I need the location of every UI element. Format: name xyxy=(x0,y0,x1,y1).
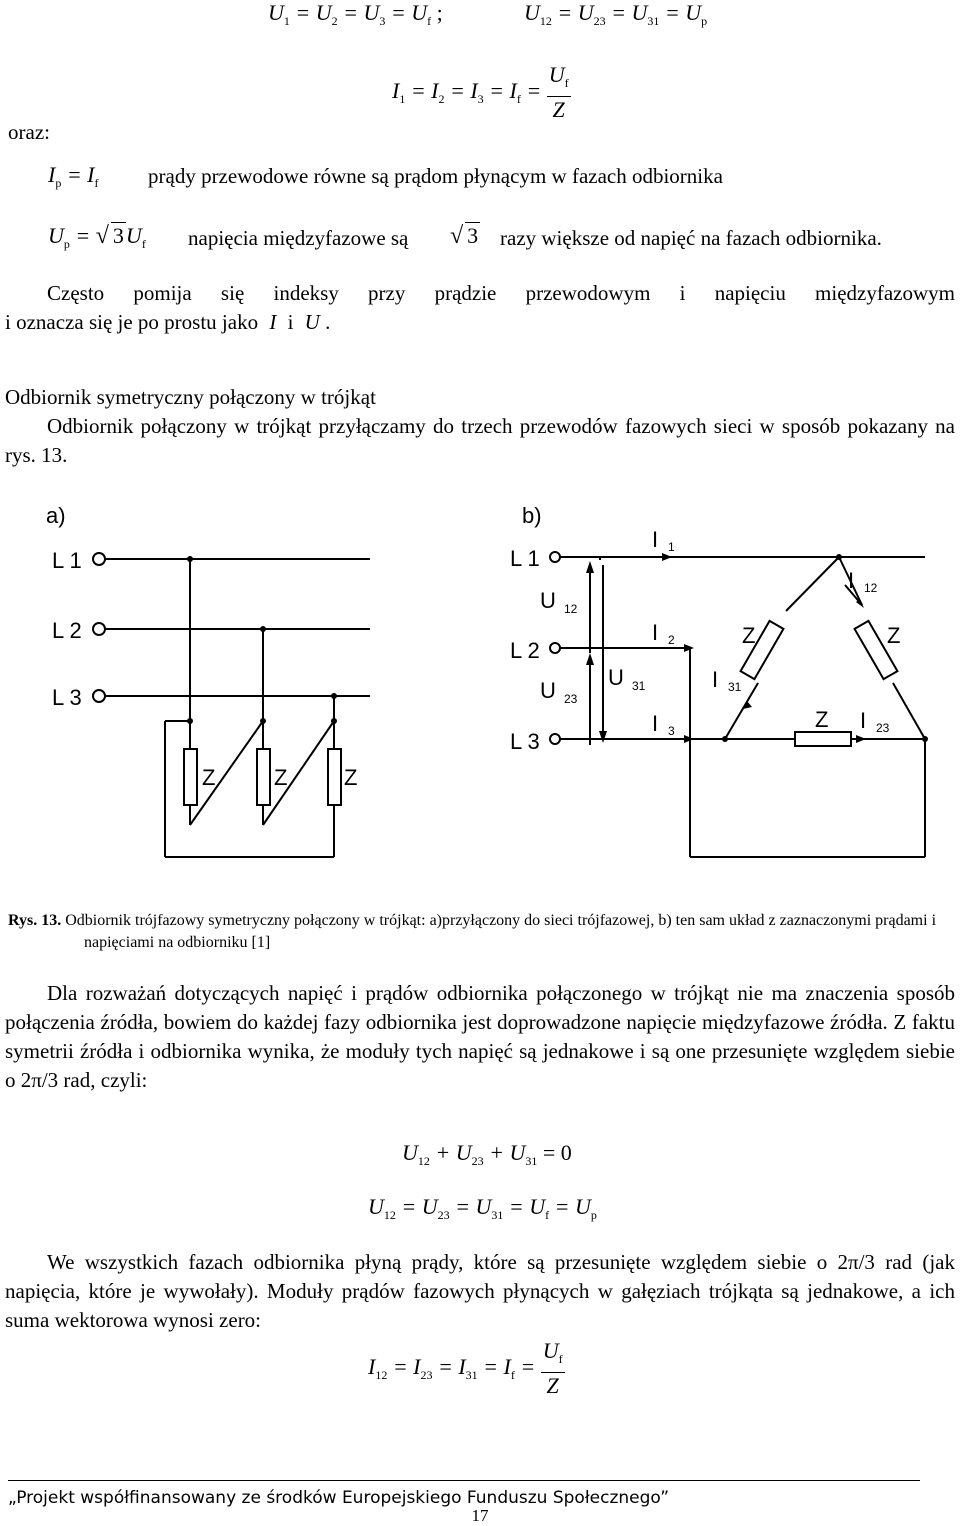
label-I23-sub: 23 xyxy=(876,721,890,735)
label-b-L3: L 3 xyxy=(510,729,540,754)
label-b-Z-left: Z xyxy=(742,623,756,648)
label-b-Z-right: Z xyxy=(887,623,901,648)
equation-ip-if: $I_p = I_f$ xyxy=(48,162,99,190)
up-description: napięcia międzyfazowe są xyxy=(188,226,409,250)
label-I12-sub: 12 xyxy=(864,581,878,595)
label-I2: I xyxy=(652,620,659,645)
label-b-L2: L 2 xyxy=(510,638,540,663)
label-I3-sub: 3 xyxy=(668,724,675,738)
label-I31-sub: 31 xyxy=(728,680,742,694)
up-description-2: razy większe od napięć na fazach odbiornika. xyxy=(500,226,882,250)
label-U12-sub: 12 xyxy=(564,602,578,616)
equation-phase-voltages: $U_1 = U_2 = U_3 = U_f$ ; xyxy=(268,0,443,28)
label-a-L2: L 2 xyxy=(52,618,82,643)
oraz-label: oraz: xyxy=(8,120,50,144)
page-number: 17 xyxy=(471,1506,489,1525)
label-a-Z2: Z xyxy=(274,765,288,790)
sqrt3-inline: √ 3 xyxy=(450,223,479,249)
label-U23-sub: 23 xyxy=(564,692,578,706)
label-a-Z3: Z xyxy=(344,765,358,790)
label-U23: U xyxy=(540,678,556,703)
equation-voltage-sum: $U_{12} + U_{23} + U_{31} = 0$ xyxy=(402,1140,572,1168)
equation-voltage-equal: $U_{12} = U_{23} = U_{31} = U_f = U_p$ xyxy=(368,1194,597,1222)
label-I12: I xyxy=(848,568,855,593)
label-b-L1: L 1 xyxy=(510,546,540,571)
paragraph-indexes-line2: i oznacza się je po prostu jako I i U . xyxy=(5,310,331,334)
paragraph-delta-connection: Odbiornik połączony w trójkąt przyłączamy do trzech przewodów fazowych sieci w sposób pokazany na rys. 13. xyxy=(5,414,955,467)
equation-up: $U_p$ = √ $3U_f$ xyxy=(48,223,146,251)
equation-currents: $I_1 = I_2 = I_3 = I_f$ = $\frac{U_f}{Z}$ xyxy=(392,62,569,122)
footer-divider xyxy=(8,1480,920,1481)
figure-13-diagram xyxy=(0,495,960,875)
figure-caption: Rys. 13. Odbiornik trójfazowy symetryczny połączony w trójkąt: a)przyłączony do sieci trójfazowej, b) ten sam układ z zaznaczonymi prądami i napięciami na odbiorniku [1] xyxy=(8,912,937,951)
footer-text: „Projekt współfinansowany ze środków Europejskiego Funduszu Społecznego” xyxy=(8,1488,670,1508)
ip-if-description: prądy przewodowe równe są prądom płynącym w fazach odbiornika xyxy=(148,164,723,188)
label-a-L3: L 3 xyxy=(52,685,82,710)
paragraph-analysis: Dla rozważań dotyczących napięć i prądów odbiornika połączonego w trójkąt nie ma znaczenia sposób połączenia źródła, bowiem do każdej fazy odbiornika jest doprowadzone napięcie międzyfazowe źródła. Z faktu symetrii źródła i odbiornika wynika, że moduły tych napięć są jednakowe i są one przesunięte względem siebie o 2π/3 rad, czyli: xyxy=(5,981,955,1092)
label-b-Z-bottom: Z xyxy=(815,707,829,732)
label-a-L1: L 1 xyxy=(52,548,82,573)
label-I23: I xyxy=(860,708,867,733)
label-I31: I xyxy=(712,667,719,692)
equation-phase-currents: $I_{12} = I_{23} = I_{31} = I_f$ = $\frac{U_f}{Z}$ xyxy=(368,1338,563,1398)
label-I1-sub: 1 xyxy=(668,540,675,554)
label-U31-sub: 31 xyxy=(632,679,646,693)
label-a-Z1: Z xyxy=(202,765,216,790)
section-heading: Odbiornik symetryczny połączony w trójkąt xyxy=(5,385,376,409)
paragraph-indexes-line1: Często pomija się indeksy przy prądzie przewodowym i napięciu międzyfazowym xyxy=(47,281,955,305)
label-b: b) xyxy=(522,503,542,528)
label-U31: U xyxy=(608,665,624,690)
label-I1: I xyxy=(652,527,659,552)
label-a: a) xyxy=(46,503,66,528)
equation-line-voltages: $U_{12} = U_{23} = U_{31} = U_p$ xyxy=(524,0,708,28)
paragraph-currents: We wszystkich fazach odbiornika płyną prądy, które są przesunięte względem siebie o 2π/3 rad (jak napięcia, które je wywołały). Moduły prądów fazowych płynących w gałęziach trójkąta są jednakowe, a ich suma wektorowa wynosi zero: xyxy=(5,1250,955,1332)
label-I3: I xyxy=(652,711,659,736)
label-I2-sub: 2 xyxy=(668,633,675,647)
paragraph-indexes xyxy=(5,279,955,337)
label-U12: U xyxy=(540,588,556,613)
